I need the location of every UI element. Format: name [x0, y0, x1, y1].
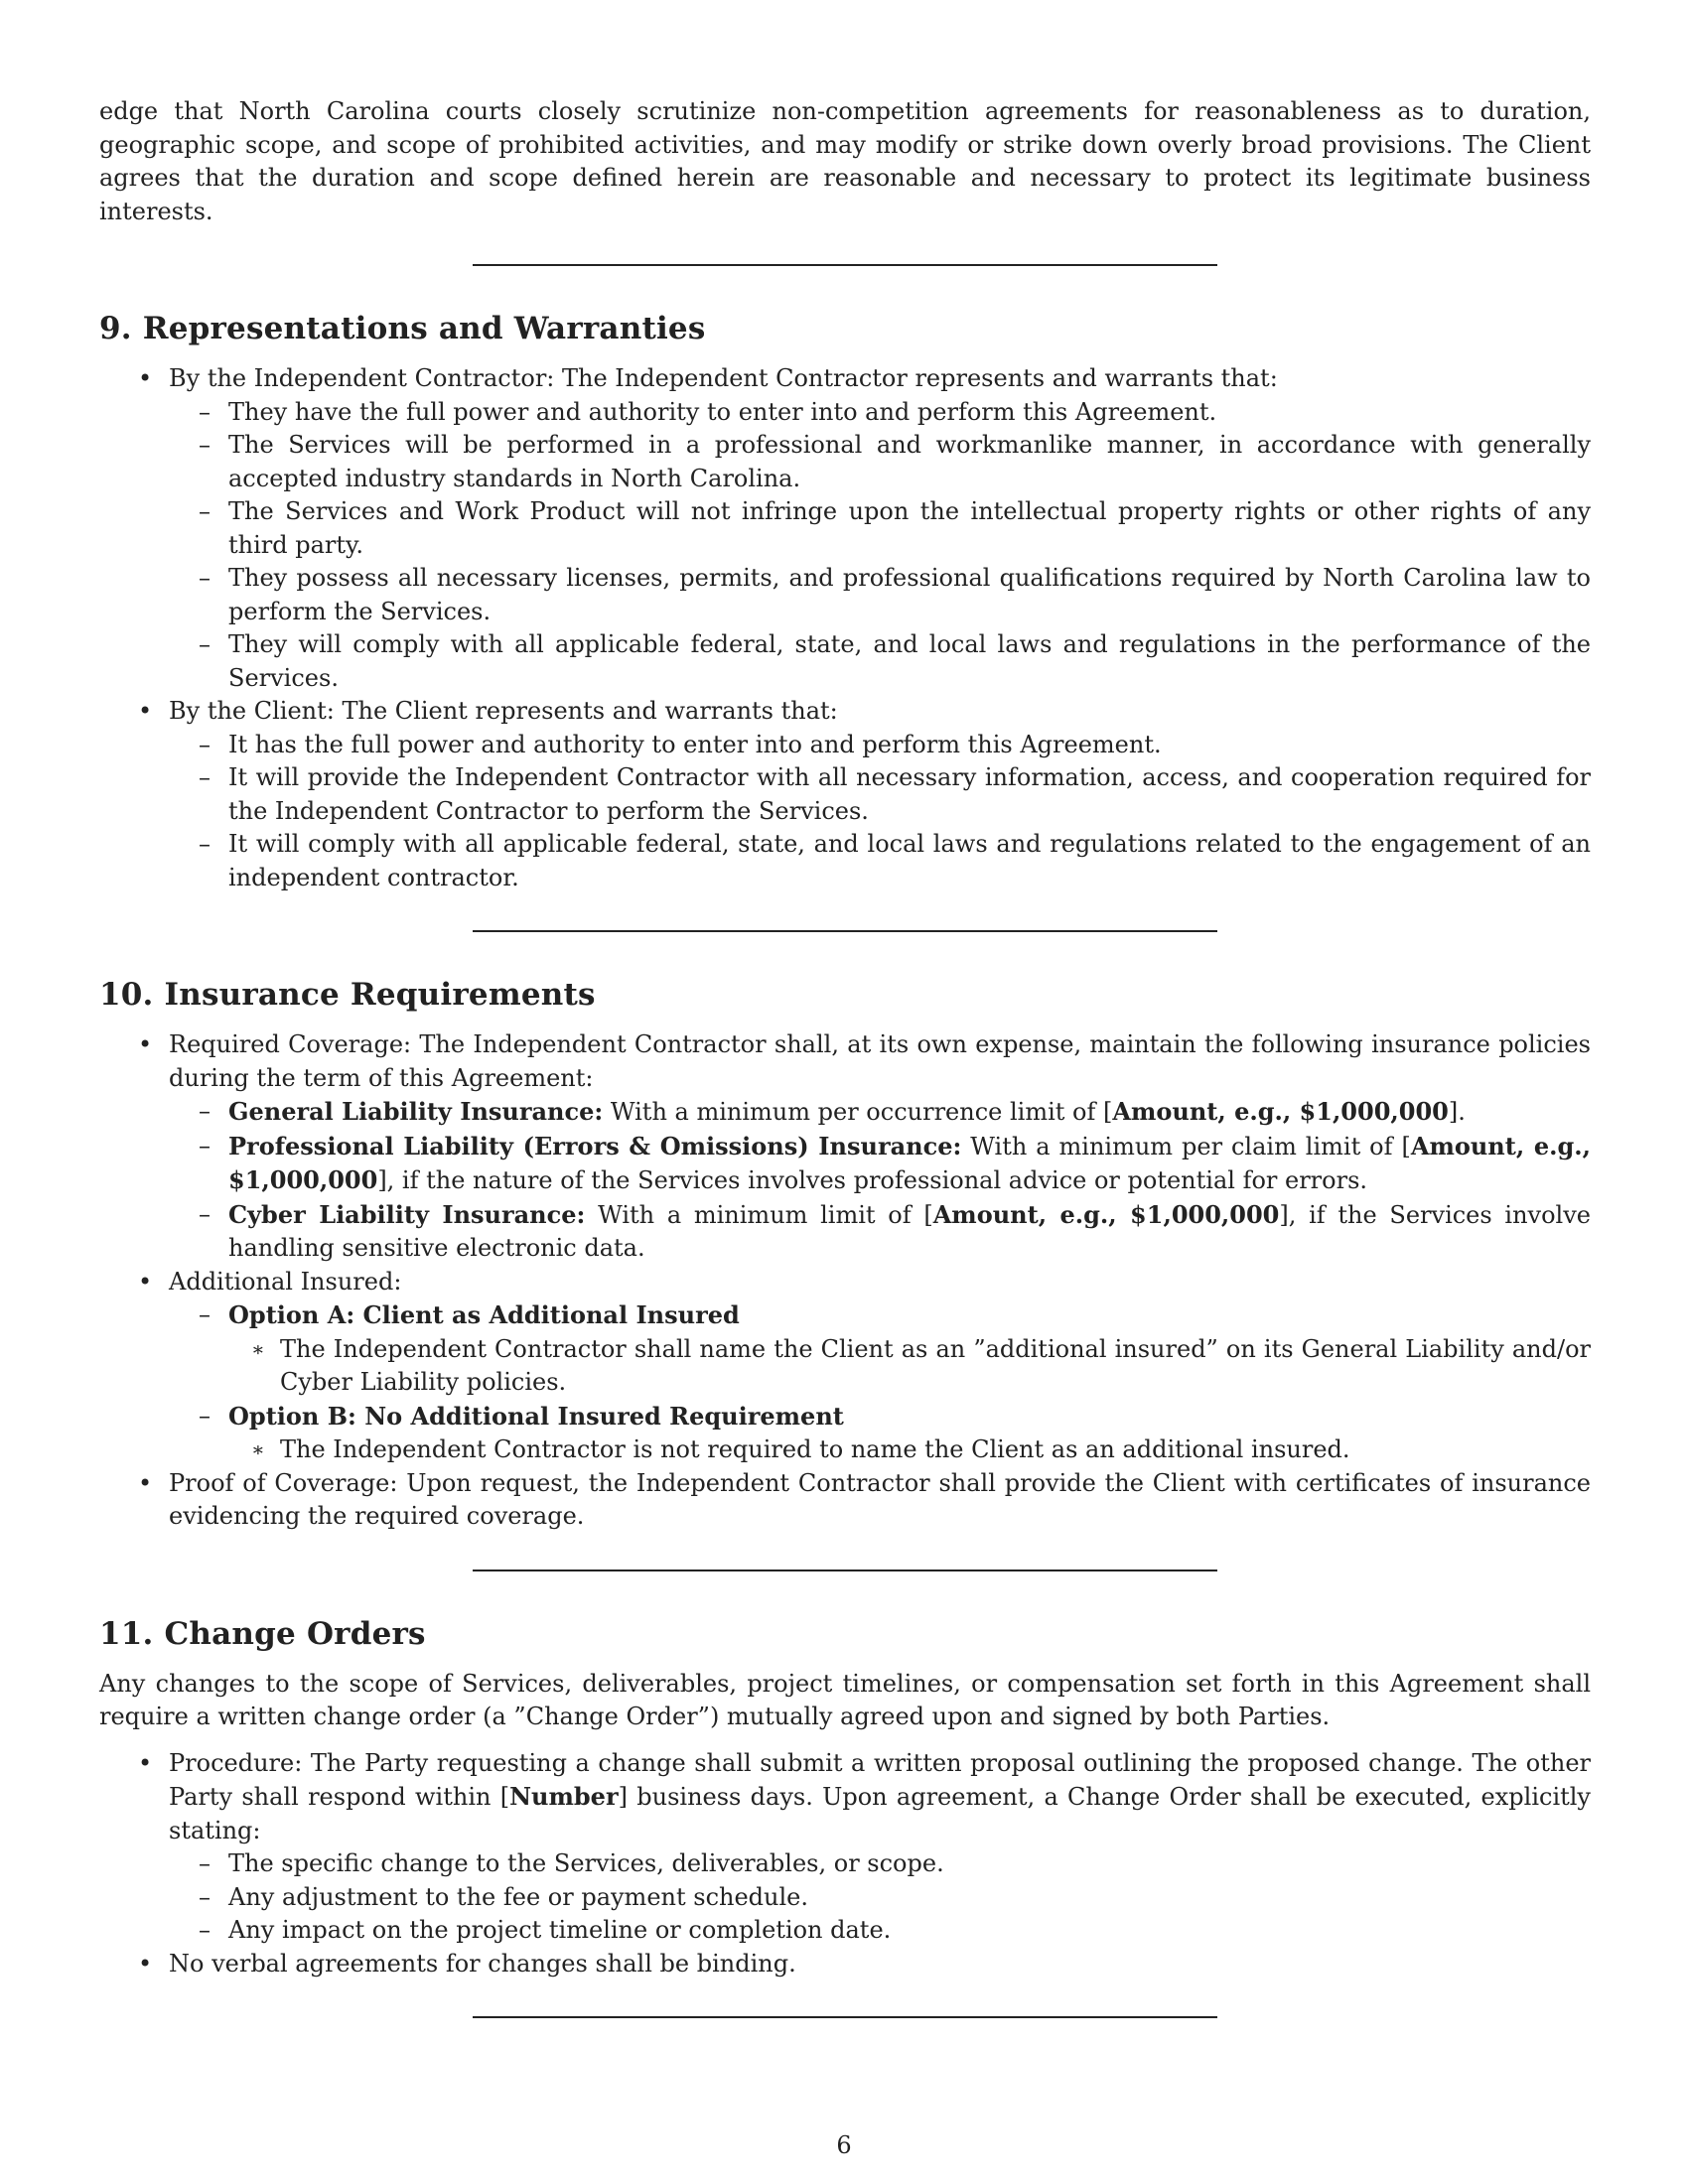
dash-marker: – [199, 1300, 211, 1328]
item-text: With a minimum per claim limit of [ [961, 1132, 1411, 1160]
section-11-list [99, 1747, 1591, 1981]
item-text: ]. [1448, 1098, 1466, 1126]
item-text: They have the full power and authority to enter into and perform this Agreement. [228, 397, 1217, 426]
dash-marker: – [199, 1849, 211, 1877]
item-text: ], if the nature of the Services involves professional advice or potential for errors. [377, 1166, 1368, 1194]
list-item [169, 1130, 1591, 1198]
item-text: ], if the Services involve handling sensitive electronic data. [228, 1200, 1591, 1262]
option-a-label: Option A: Client as Additional Insured [228, 1300, 740, 1329]
bullet-marker: • [138, 1748, 153, 1777]
cyber-liability-label: Cyber Liability Insurance: [228, 1199, 586, 1229]
item-text: They possess all necessary licenses, permits, and professional qualifications required by North Carolina law to perform the Services. [228, 564, 1591, 625]
dash-marker: – [199, 1882, 211, 1911]
section-10-heading: 10. Insurance Requirements [99, 977, 596, 1013]
contractor-lead: By the Independent Contractor: The Independent Contractor represents and warrants that: [169, 364, 1278, 392]
list-item [169, 429, 1591, 495]
list-item [99, 1266, 1591, 1467]
item-text: With a minimum limit of [ [585, 1200, 933, 1229]
item-text: The specific change to the Services, deliverables, or scope. [228, 1849, 944, 1877]
list-item [169, 1095, 1591, 1130]
section-9-heading: 9. Representations and Warranties [99, 311, 706, 346]
list-item [228, 1333, 1591, 1400]
professional-liability-label: Professional Liability (Errors & Omissions) Insurance: [228, 1131, 962, 1160]
dash-marker: – [199, 1131, 211, 1160]
item-text: They will comply with all applicable federal, state, and local laws and regulations in the performance of the Services. [228, 630, 1591, 692]
list-item [99, 1467, 1591, 1534]
procedure-items [169, 1847, 1591, 1948]
bullet-marker: • [138, 1949, 153, 1978]
item-text: The Independent Contractor shall name the Client as an ”additional insured” on its General Liability and/or Cyber Liability policies. [280, 1334, 1591, 1396]
dash-marker: – [199, 497, 211, 525]
option-a-list [228, 1333, 1591, 1400]
bullet-marker: • [138, 1267, 153, 1296]
bullet-marker: • [138, 697, 153, 725]
list-item [99, 362, 1591, 695]
amount-placeholder: Amount, e.g., $1,000,000 [1112, 1097, 1449, 1126]
dash-marker: – [199, 1199, 211, 1228]
dash-marker: – [199, 397, 211, 426]
section-divider [473, 1570, 1217, 1571]
dash-marker: – [199, 1916, 211, 1944]
section-divider [473, 2016, 1217, 2018]
proof-of-coverage: Proof of Coverage: Upon request, the Independent Contractor shall provide the Client with certificates of insurance evidencing the required coverage. [169, 1468, 1591, 1530]
item-text: With a minimum per occurrence limit of [ [603, 1098, 1113, 1126]
dash-marker: – [199, 830, 211, 858]
section-9-list [99, 362, 1591, 894]
item-text: It will comply with all applicable federal, state, and local laws and regulations related to the engagement of an independent contractor. [228, 830, 1591, 891]
change-orders-intro: Any changes to the scope of Services, deliverables, project timelines, or compensation set forth in this Agreement shall require a written change order (a ”Change Order”) mutually agreed upon and signed by both Parties. [99, 1669, 1591, 1730]
list-item [169, 1298, 1591, 1400]
item-text: It will provide the Independent Contractor with all necessary information, access, and cooperation required for the Independent Contractor to perform the Services. [228, 763, 1591, 825]
list-item [169, 1881, 1591, 1915]
list-item [99, 1948, 1591, 1981]
section-10-list [99, 1028, 1591, 1534]
dash-marker: – [199, 1097, 211, 1125]
client-warranties [169, 729, 1591, 895]
required-coverage-lead: Required Coverage: The Independent Contractor shall, at its own expense, maintain the following insurance policies during the term of this Agreement: [169, 1030, 1591, 1092]
coverage-list [169, 1095, 1591, 1266]
item-text: The Independent Contractor is not required to name the Client as an additional insured. [280, 1435, 1350, 1463]
list-item [169, 1198, 1591, 1266]
document-page [99, 95, 1591, 2160]
list-item [169, 628, 1591, 695]
dash-marker: – [199, 730, 211, 758]
list-item [169, 495, 1591, 562]
number-placeholder: Number [509, 1782, 619, 1811]
dash-marker: – [199, 564, 211, 592]
dash-marker: – [199, 630, 211, 658]
list-item [228, 1433, 1591, 1467]
dash-marker: – [199, 763, 211, 791]
item-text: Any adjustment to the fee or payment schedule. [228, 1882, 808, 1911]
item-text: It has the full power and authority to enter into and perform this Agreement. [228, 730, 1162, 758]
section-divider [473, 264, 1217, 266]
client-lead: By the Client: The Client represents and warrants that: [169, 697, 838, 725]
list-item [169, 761, 1591, 828]
list-item [99, 1747, 1591, 1948]
list-item [169, 396, 1591, 430]
bullet-marker: • [138, 1030, 153, 1058]
dash-marker: – [199, 431, 211, 459]
star-marker: ∗ [251, 1437, 265, 1461]
carryover-paragraph: edge that North Carolina courts closely scrutinize non-competition agreements for reasonableness as to duration, geographic scope, and scope of prohibited activities, and may modify or strike down overly broad provisions. The Client agrees that the duration and scope defined herein are reasonable and necessary to protect its legitimate business interests. [99, 97, 1591, 225]
additional-insured-options [169, 1298, 1591, 1467]
section-11-heading: 11. Change Orders [99, 1615, 426, 1652]
list-item [169, 729, 1591, 762]
dash-marker: – [199, 1401, 211, 1430]
item-text: The Services and Work Product will not infringe upon the intellectual property rights or other rights of any third party. [228, 497, 1591, 559]
additional-insured-lead: Additional Insured: [169, 1267, 402, 1296]
general-liability-label: General Liability Insurance: [228, 1097, 604, 1126]
bullet-marker: • [138, 364, 153, 392]
procedure-text: ] business days. Upon agreement, a Change Order shall be executed, explicitly stating: [169, 1783, 1591, 1844]
option-b-label: Option B: No Additional Insured Requirement [228, 1401, 844, 1431]
procedure-text: Procedure: The Party requesting a change shall submit a written proposal outlining the proposed change. The other Party shall respond within [ [169, 1748, 1591, 1811]
list-item [169, 1914, 1591, 1948]
bullet-marker: • [138, 1468, 153, 1497]
list-item [169, 1847, 1591, 1881]
list-item [99, 1028, 1591, 1266]
list-item [169, 828, 1591, 894]
star-marker: ∗ [251, 1336, 265, 1361]
list-item [99, 695, 1591, 894]
item-text: The Services will be performed in a professional and workmanlike manner, in accordance with generally accepted industry standards in North Carolina. [228, 431, 1591, 492]
option-b-list [228, 1433, 1591, 1467]
item-text: Any impact on the project timeline or completion date. [228, 1916, 892, 1944]
no-verbal-agreements: No verbal agreements for changes shall be binding. [169, 1949, 796, 1978]
list-item [169, 1400, 1591, 1467]
page-number: 6 [836, 2131, 852, 2159]
list-item [169, 562, 1591, 628]
amount-placeholder: Amount, e.g., $1,000,000 [228, 1131, 1591, 1194]
section-divider [473, 930, 1217, 932]
amount-placeholder: Amount, e.g., $1,000,000 [932, 1199, 1280, 1229]
contractor-warranties [169, 396, 1591, 696]
